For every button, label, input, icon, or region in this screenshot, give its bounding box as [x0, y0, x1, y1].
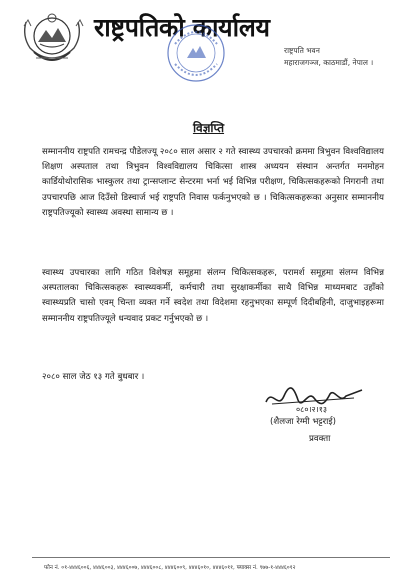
signature-date: ०८०।२।१३ [296, 405, 328, 414]
footer-divider [32, 557, 390, 558]
notice-heading: विज्ञप्ति [192, 121, 225, 135]
notice-date: २०८० साल जेठ १३ गते बुधबार । [42, 372, 145, 382]
address-line-1: राष्ट्रपति भवन [284, 46, 320, 55]
office-title: राष्ट्रपतिको कार्यालय [94, 13, 270, 42]
signatory-name: (शैलजा रेग्मी भट्टराई) [270, 417, 336, 427]
notice-paragraph-1: सम्माननीय राष्ट्रपति रामचन्द्र पौडेलज्यू २०८० साल असार २ गते स्वास्थ्य उपचारको क्रममा त्रिभुवन विश्वविद्यालय शिक्षण अस्पताल तथा त्रिभुवन विश्वविद्यालय चिकित्सा शास्त्र अध्ययन संस्थान अन्तर्गत मनमोहन कार्डियोथोरासिक भास्कुलर तथा ट्रान्सप्लान्ट सेन्टरमा भर्ना भई विभिन्न परीक्षण, चिकित्सकहरूको निगरानी तथा उपचारपछि आज दिउँसो डिस्चार्ज भई राष्ट्रपति निवास फर्कनुभएको छ । चिकित्सकहरूका अनुसार सम्माननीय राष्ट्रपतिज्यूको स्वास्थ्य अवस्था सामान्य छ । [42, 147, 384, 218]
notice-paragraph-2: स्वास्थ्य उपचारका लागि गठित विशेषज्ञ समूहमा संलग्न चिकित्सकहरू, परामर्श समूहमा संलग्न विभिन्न अस्पतालका चिकित्सकहरू स्वास्थ्यकर्मी, कर्मचारी तथा सुरक्षाकर्मीका साथै विभिन्न माध्यमबाट उहाँको स्वास्थ्यप्रति चासो एवम् चिन्ता व्यक्त गर्ने स्वदेश तथा विदेशमा रहनुभएका सम्पूर्ण दिदीबहिनी, दाजुभाइहरूमा सम्माननीय राष्ट्रपतिज्यूले धन्यवाद प्रकट गर्नुभएको छ । [42, 268, 384, 324]
office-seal-stamp-icon [165, 22, 227, 84]
signatory-role: प्रवक्ता [309, 434, 331, 444]
address-line-2: महाराजगञ्ज, काठमाडौं, नेपाल । [284, 58, 374, 67]
nepal-emblem-icon [16, 8, 88, 70]
footer-contact: फोन नं. ०१-४४४६००६, ४४४६००३, ४४४६००७, ४४४६००८, ४४४६००९, ४४४६०१०, ४४४६०११, फ्याक्स नं. ९७७-१-४४४६०१२ [44, 565, 296, 571]
